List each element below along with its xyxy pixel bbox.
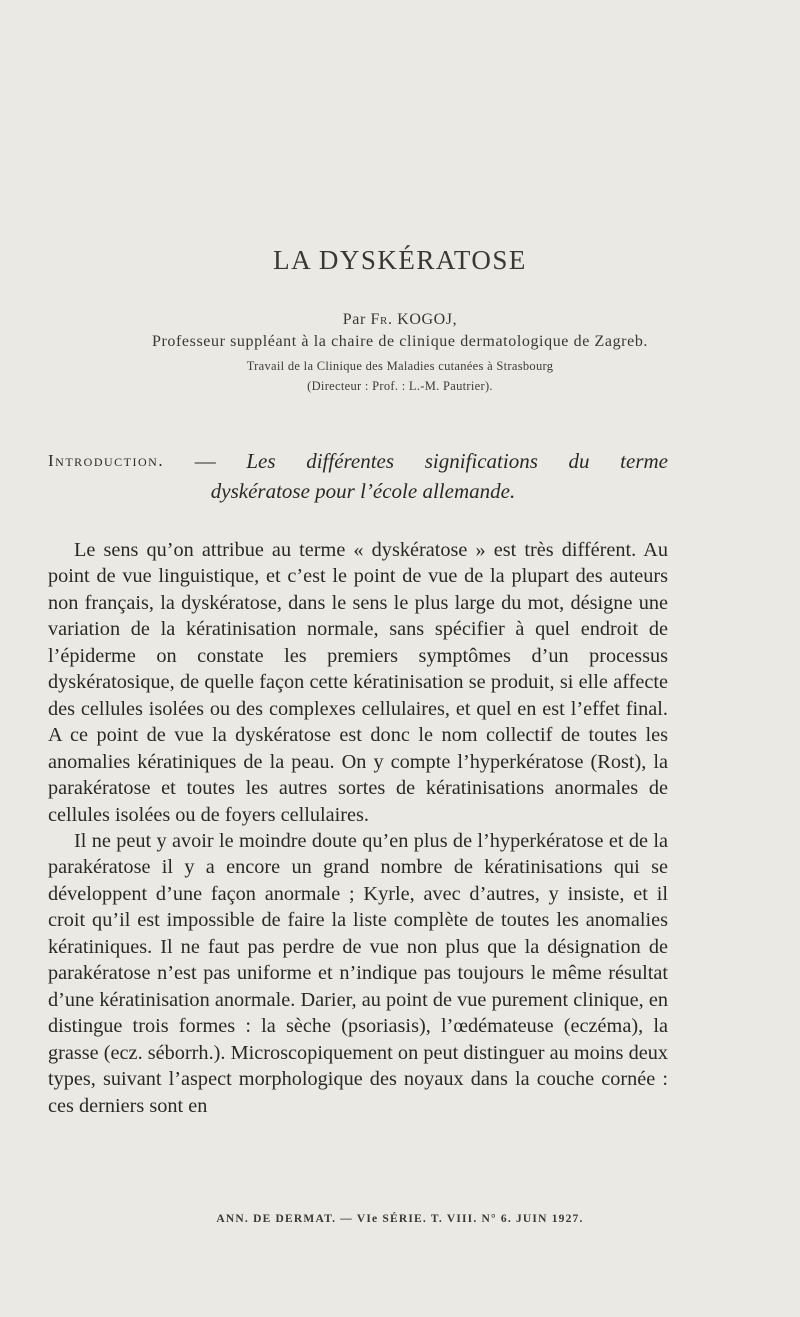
byline-prefix: Par [342, 311, 366, 328]
heading-word: différentes [306, 449, 395, 473]
author-affiliation: Professeur suppléant à la chaire de clinique dermatologique de Zagreb. [151, 333, 649, 350]
heading-word: du [568, 449, 590, 473]
introduction-heading-line2: dyskératose pour l’école allemande. [210, 479, 516, 503]
article-body [48, 537, 668, 1119]
article-title: LA DYSKÉRATOSE [273, 245, 527, 275]
introduction-dash: — [194, 449, 216, 473]
body-paragraph: Il ne peut y avoir le moindre doute qu’en plus de l’hyperkératose et de la parakératose il y a encore un grand nombre de kératinisations qui se développent d’une façon anormale ; Kyrle, avec d’autres, y insiste, et il croit qu’il est impossible de faire la liste complète de toutes les anomalies kératiniques. Il ne faut pas perdre de vue non plus que la désignation de parakératose n’est pas uniforme et n’indique pas toujours le même résultat d’une kératinisation anormale. Darier, au point de vue purement clinique, en distingue trois formes : la sèche (psoriasis), l’œdémateuse (eczéma), la grasse (ecz. séborrh.). Microscopiquement on peut distinguer au moins deux types, suivant l’aspect morphologique des noyaux dans la couche cornée : ces derniers sont en [48, 829, 668, 1117]
introduction-heading [48, 446, 668, 506]
introduction-heading-line1 [48, 446, 668, 476]
director-note: (Directeur : Prof. : L.-M. Pautrier). [307, 379, 493, 393]
author-byline [0, 311, 800, 329]
work-note: Travail de la Clinique des Maladies cutanées à Strasbourg [246, 359, 554, 373]
journal-footer: ANN. DE DERMAT. — VIe SÉRIE. T. VIII. N° 6. JUIN 1927. [216, 1213, 584, 1225]
introduction-label: Introduction. [48, 451, 165, 470]
author-initials: Fr. [370, 311, 393, 328]
heading-word: Les [246, 449, 276, 473]
heading-word: terme [620, 449, 668, 473]
heading-word: significations [424, 449, 538, 473]
body-paragraph: Le sens qu’on attribue au terme « dyskératose » est très différent. Au point de vue linguistique, et c’est le point de vue de la plupart des auteurs non français, la dyskératose, dans le sens le plus large du mot, désigne une variation de la kératinisation normale, sans spécifier à quel endroit de l’épiderme on constate les premiers symptômes d’un processus dyskératosique, de quelle façon cette kératinisation se produit, si elle affecte des cellules isolées ou des complexes cellulaires, et quel en est l’effet final. A ce point de vue la dyskératose est donc le nom collectif de toutes les anomalies kératiniques de la peau. On y compte l’hyperkératose (Rost), la parakératose et toutes les autres sortes de kératinisations anormales de cellules isolées ou de foyers cellulaires. [48, 539, 668, 826]
author-name: KOGOJ, [397, 311, 458, 328]
